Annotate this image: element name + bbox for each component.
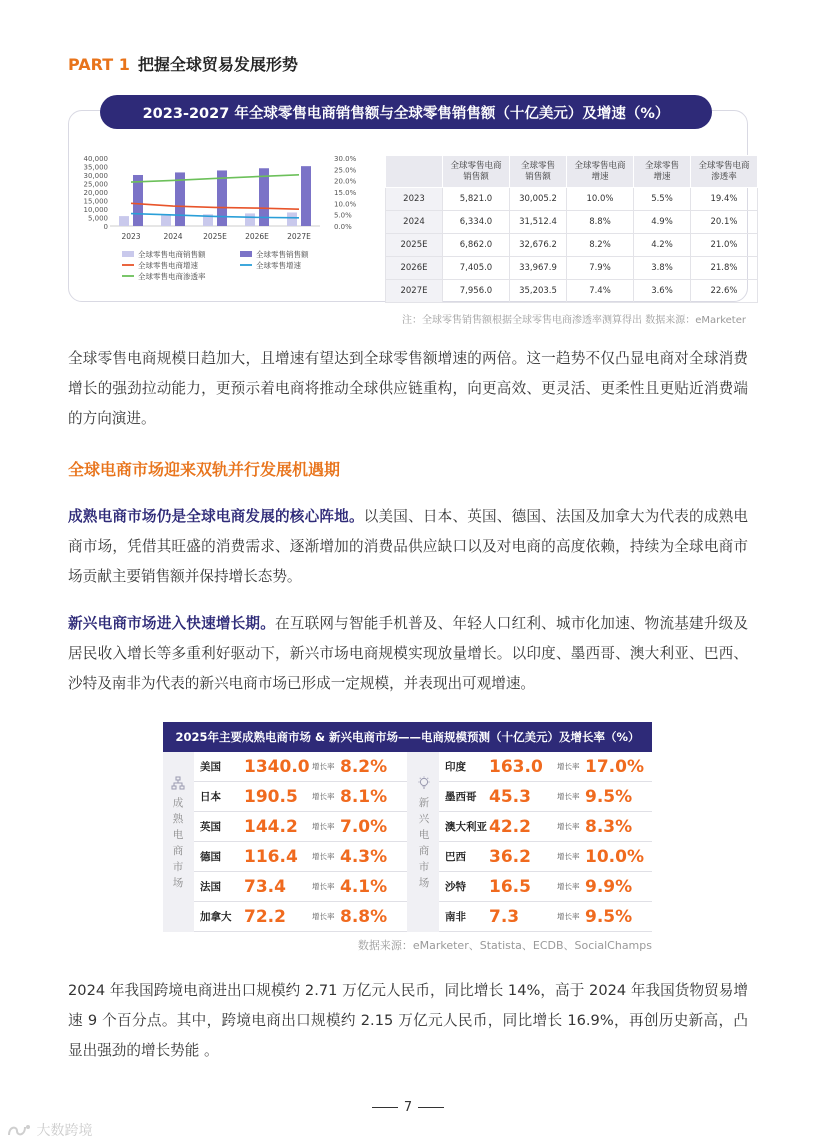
section-title: 全球电商市场迎来双轨并行发展机遇期	[68, 460, 341, 479]
paragraph-2	[68, 502, 748, 592]
table-row	[386, 257, 758, 280]
part-heading	[68, 52, 298, 75]
market-row	[194, 872, 407, 902]
market-row	[194, 902, 407, 932]
table-cell: 2026E	[386, 257, 443, 280]
table-cell: 2025E	[386, 234, 443, 257]
table-header-cell	[386, 156, 443, 188]
table-cell: 21.0%	[691, 234, 758, 257]
table-cell: 19.4%	[691, 188, 758, 211]
series-line-2	[131, 175, 299, 182]
table-cell: 20.1%	[691, 211, 758, 234]
market-value: 16.5	[489, 876, 531, 897]
sales-chart	[80, 150, 370, 292]
legend-swatch	[240, 251, 252, 257]
market-value: 144.2	[244, 816, 298, 837]
growth-value: 8.1%	[340, 786, 388, 807]
growth-label: 增长率	[557, 852, 580, 861]
market-name: 印度	[445, 761, 466, 773]
market-value: 45.3	[489, 786, 531, 807]
markets-panel	[163, 752, 652, 932]
page-number	[0, 1100, 816, 1115]
growth-value: 9.5%	[585, 906, 633, 927]
market-row	[194, 842, 407, 872]
market-row	[439, 752, 652, 782]
bar-retail	[301, 166, 311, 226]
chart-note: 注：全球零售销售额根据全球零售电商渗透率测算得出 数据来源：eMarketer	[402, 315, 746, 326]
market-name: 法国	[200, 881, 221, 893]
vertical-label-text: 成 熟 电 商 市 场	[172, 797, 184, 889]
paragraph-3	[68, 609, 748, 699]
left-axis-tick-label: 20,000	[83, 189, 108, 197]
lightbulb-icon	[417, 776, 431, 790]
market-name: 墨西哥	[445, 791, 477, 803]
mature-market-list	[194, 752, 407, 932]
part-tag: PART 1	[68, 55, 130, 74]
table-cell: 5.5%	[634, 188, 691, 211]
left-axis-tick-label: 35,000	[83, 163, 108, 172]
market-row	[439, 872, 652, 902]
market-value: 7.3	[489, 906, 520, 927]
x-tick-label: 2025E	[203, 232, 227, 241]
table-cell: 3.6%	[634, 280, 691, 303]
table-cell: 7,956.0	[443, 280, 510, 303]
paragraph-2-lead: 成熟电商市场仍是全球电商发展的核心阵地。	[68, 508, 364, 525]
growth-label: 增长率	[557, 792, 580, 801]
table-cell: 2024	[386, 211, 443, 234]
series-line-0	[131, 203, 299, 209]
watermark-text: 大数跨境	[36, 1123, 93, 1139]
market-row	[439, 842, 652, 872]
market-row	[439, 782, 652, 812]
x-tick-label: 2023	[121, 232, 141, 241]
x-tick-label: 2024	[163, 232, 183, 241]
bar-ecommerce	[119, 216, 129, 226]
market-value: 163.0	[489, 756, 543, 777]
table-cell: 2023	[386, 188, 443, 211]
market-name: 德国	[200, 851, 221, 863]
market-name: 加拿大	[200, 911, 232, 923]
right-axis-tick-label: 30.0%	[334, 155, 357, 163]
left-axis-tick-label: 30,000	[83, 172, 108, 180]
legend-entry: 全球零售电商销售额	[138, 250, 206, 259]
table-cell: 22.6%	[691, 280, 758, 303]
bar-ecommerce	[287, 212, 297, 226]
mature-label	[167, 776, 189, 891]
market-name: 英国	[200, 821, 221, 833]
growth-label: 增长率	[312, 762, 335, 771]
right-axis-tick-label: 5.0%	[334, 211, 352, 220]
table-cell: 4.9%	[634, 211, 691, 234]
table-row	[386, 188, 758, 211]
legend-entry: 全球零售电商增速	[138, 261, 198, 270]
growth-label: 增长率	[312, 852, 335, 861]
growth-value: 7.0%	[340, 816, 388, 837]
table-cell: 8.8%	[567, 211, 634, 234]
table-cell: 30,005.2	[510, 188, 567, 211]
table-cell: 5,821.0	[443, 188, 510, 211]
emerging-market-list	[439, 752, 652, 932]
emerging-label	[413, 776, 435, 891]
x-tick-label: 2026E	[245, 232, 269, 241]
table-cell: 6,334.0	[443, 211, 510, 234]
growth-label: 增长率	[557, 882, 580, 891]
vertical-label-text: 新 兴 电 商 市 场	[418, 797, 430, 889]
left-axis-tick-label: 40,000	[83, 155, 108, 163]
growth-value: 8.3%	[585, 816, 633, 837]
table-header-cell: 全球零售 销售额	[510, 156, 567, 188]
series-line-1	[131, 214, 299, 218]
left-axis-tick-label: 10,000	[83, 206, 108, 214]
growth-label: 增长率	[557, 762, 580, 771]
growth-value: 9.9%	[585, 876, 633, 897]
chart-title: 2023-2027 年全球零售电商销售额与全球零售销售额（十亿美元）及增速（%）	[100, 95, 712, 129]
market-value: 72.2	[244, 906, 286, 927]
market-row	[194, 812, 407, 842]
paragraph-4: 2024 年我国跨境电商进出口规模约 2.71 万亿元人民币，同比增长 14%，高于 2024 年我国货物贸易增速 9 个百分点。其中，跨境电商出口规模约 2.15 万亿元人民币，同比增长 16.9%，再创历史新高，凸显出强劲的增长势能 。	[68, 982, 748, 1059]
market-value: 42.2	[489, 816, 531, 837]
legend-entry: 全球零售电商渗透率	[138, 272, 206, 281]
growth-label: 增长率	[557, 912, 580, 921]
markets-title: 2025年主要成熟电商市场 & 新兴电商市场——电商规模预测（十亿美元）及增长率（%）	[163, 722, 652, 752]
watermark-logo-icon	[6, 1123, 32, 1139]
page-number-value: 7	[403, 1100, 413, 1115]
left-axis-tick-label: 25,000	[83, 180, 108, 189]
legend-entry: 全球零售销售额	[256, 250, 309, 259]
table-header-cell: 全球零售 增速	[634, 156, 691, 188]
table-row	[386, 234, 758, 257]
x-tick-label: 2027E	[287, 232, 311, 241]
market-value: 1340.0	[244, 756, 310, 777]
market-value: 36.2	[489, 846, 531, 867]
org-chart-icon	[171, 776, 185, 790]
market-name: 美国	[200, 761, 221, 773]
table-cell: 21.8%	[691, 257, 758, 280]
legend-swatch	[122, 251, 134, 257]
paragraph-1: 全球零售电商规模日趋加大，且增速有望达到全球零售额增速的两倍。这一趋势不仅凸显电商对全球消费增长的强劲拉动能力，更预示着电商将推动全球供应链重构，向更高效、更灵活、更柔性且更贴近消费端的方向演进。	[68, 350, 748, 427]
table-cell: 33,967.9	[510, 257, 567, 280]
right-axis-tick-label: 15.0%	[334, 189, 357, 197]
market-row	[439, 902, 652, 932]
table-cell: 4.2%	[634, 234, 691, 257]
growth-value: 10.0%	[585, 846, 644, 867]
paragraph-3-lead: 新兴电商市场进入快速增长期。	[68, 615, 276, 632]
growth-label: 增长率	[312, 822, 335, 831]
market-row	[194, 782, 407, 812]
left-axis-tick-label: 5,000	[87, 214, 108, 223]
table-row	[386, 211, 758, 234]
table-cell: 7,405.0	[443, 257, 510, 280]
growth-label: 增长率	[557, 822, 580, 831]
legend-entry: 全球零售增速	[256, 261, 301, 270]
market-value: 190.5	[244, 786, 298, 807]
right-axis-tick-label: 0.0%	[334, 223, 352, 231]
market-value: 116.4	[244, 846, 298, 867]
growth-label: 增长率	[312, 912, 335, 921]
table-cell: 10.0%	[567, 188, 634, 211]
table-header-cell: 全球零售电商 销售额	[443, 156, 510, 188]
table-cell: 7.9%	[567, 257, 634, 280]
growth-label: 增长率	[312, 792, 335, 801]
growth-value: 8.2%	[340, 756, 388, 777]
table-cell: 2027E	[386, 280, 443, 303]
table-cell: 6,862.0	[443, 234, 510, 257]
market-name: 沙特	[445, 881, 466, 893]
bar-ecommerce	[245, 213, 255, 226]
right-axis-tick-label: 20.0%	[334, 177, 357, 186]
paragraph-3-text: 在互联网与智能手机普及、年轻人口红利、城市化加速、物流基建升级及居民收入增长等多重利好驱动下，新兴市场电商规模实现放量增长。以印度、墨西哥、澳大利亚、巴西、沙特及南非为代表的新兴电商市场已形成一定规模，并表现出可观增速。	[68, 615, 748, 692]
market-row	[194, 752, 407, 782]
table-header-cell: 全球零售电商 渗透率	[691, 156, 758, 188]
sales-table	[385, 155, 758, 303]
left-axis-tick-label: 15,000	[83, 197, 108, 206]
table-cell: 32,676.2	[510, 234, 567, 257]
market-name: 日本	[200, 791, 221, 803]
market-row	[439, 812, 652, 842]
watermark	[6, 1120, 92, 1140]
right-axis-tick-label: 25.0%	[334, 166, 357, 175]
right-axis-tick-label: 10.0%	[334, 200, 357, 209]
market-name: 南非	[445, 911, 466, 923]
table-cell: 31,512.4	[510, 211, 567, 234]
market-value: 73.4	[244, 876, 286, 897]
growth-value: 9.5%	[585, 786, 633, 807]
table-cell: 8.2%	[567, 234, 634, 257]
markets-source: 数据来源：eMarketer、Statista、ECDB、SocialChamps	[357, 939, 652, 952]
paragraph-2-text: 以美国、日本、英国、德国、法国及加拿大为代表的成熟电商市场，凭借其旺盛的消费需求、逐渐增加的消费品供应缺口以及对电商的高度依赖，持续为全球电商市场贡献主要销售额并保持增长态势。	[68, 508, 748, 585]
table-cell: 7.4%	[567, 280, 634, 303]
table-row	[386, 280, 758, 303]
part-title: 把握全球贸易发展形势	[137, 55, 298, 74]
table-cell: 3.8%	[634, 257, 691, 280]
bar-ecommerce	[161, 215, 171, 226]
left-axis-tick-label: 0	[103, 223, 108, 231]
table-header-cell: 全球零售电商 增速	[567, 156, 634, 188]
growth-value: 8.8%	[340, 906, 388, 927]
growth-value: 4.3%	[340, 846, 388, 867]
growth-value: 17.0%	[585, 756, 644, 777]
market-name: 巴西	[445, 851, 466, 863]
table-cell: 35,203.5	[510, 280, 567, 303]
growth-label: 增长率	[312, 882, 335, 891]
growth-value: 4.1%	[340, 876, 388, 897]
market-name: 澳大利亚	[445, 821, 487, 833]
